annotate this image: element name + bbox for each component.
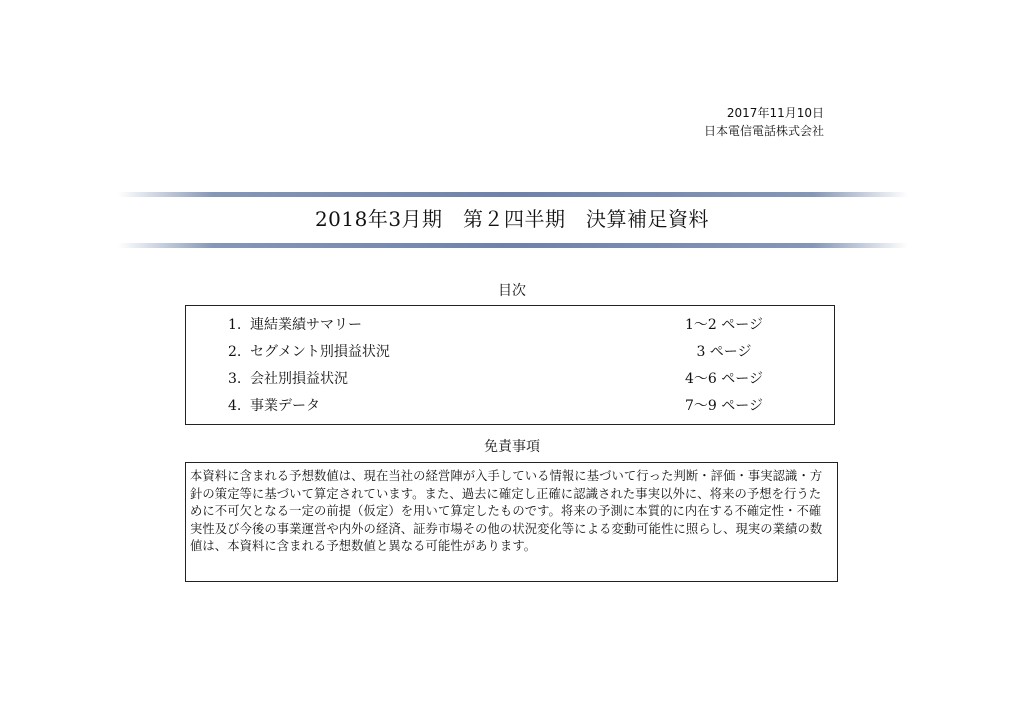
disclaimer-heading: 免責事項 (484, 439, 540, 455)
toc-item (186, 312, 834, 338)
toc-item-label: 会社別損益状況 (250, 371, 348, 387)
toc-item-number: 3. (228, 371, 242, 387)
toc-item-number: 2. (228, 344, 242, 360)
toc-item-label: 事業データ (250, 398, 320, 414)
toc-item-label: セグメント別損益状況 (250, 344, 390, 360)
title-rule-bottom (118, 243, 908, 248)
document-date: 2017年11月10日 (726, 106, 824, 120)
toc-item (186, 339, 834, 365)
disclaimer-text: 本資料に含まれる予想数値は、現在当社の経営陣が入手している情報に基づいて行った判断・評価・事実認識・方針の策定等に基づいて算定されています。また、過去に確定し正確に認識された事実以外に、将来の予想を行うために不可欠となる一定の前提（仮定）を用いて算定したものです。将来の予測に本質的に内在する不確定性・不確実性及び今後の事業運営や内外の経済、証券市場その他の状況変化等による変動可能性に照らし、現実の業績の数値は、本資料に含まれる予想数値と異なる可能性があります。 (190, 469, 823, 553)
title-rule-top (118, 192, 908, 197)
document-header (704, 104, 824, 140)
toc-item-label: 連結業績サマリー (250, 317, 362, 333)
toc-item-pages: 1～2 ページ (685, 317, 763, 333)
toc-heading: 目次 (498, 283, 526, 299)
toc-item (186, 366, 834, 392)
toc-item-number: 4. (228, 398, 242, 414)
toc-item-pages: 4～6 ページ (685, 371, 763, 387)
table-of-contents (185, 305, 835, 425)
toc-item-pages: 7～9 ページ (685, 398, 763, 414)
company-name: 日本電信電話株式会社 (703, 124, 824, 138)
toc-item (186, 393, 834, 419)
toc-item-pages: 3 ページ (696, 344, 752, 360)
toc-item-number: 1. (228, 317, 242, 333)
document-title: 2018年3月期 第２四半期 決算補足資料 (314, 207, 710, 231)
disclaimer-box (185, 462, 838, 582)
